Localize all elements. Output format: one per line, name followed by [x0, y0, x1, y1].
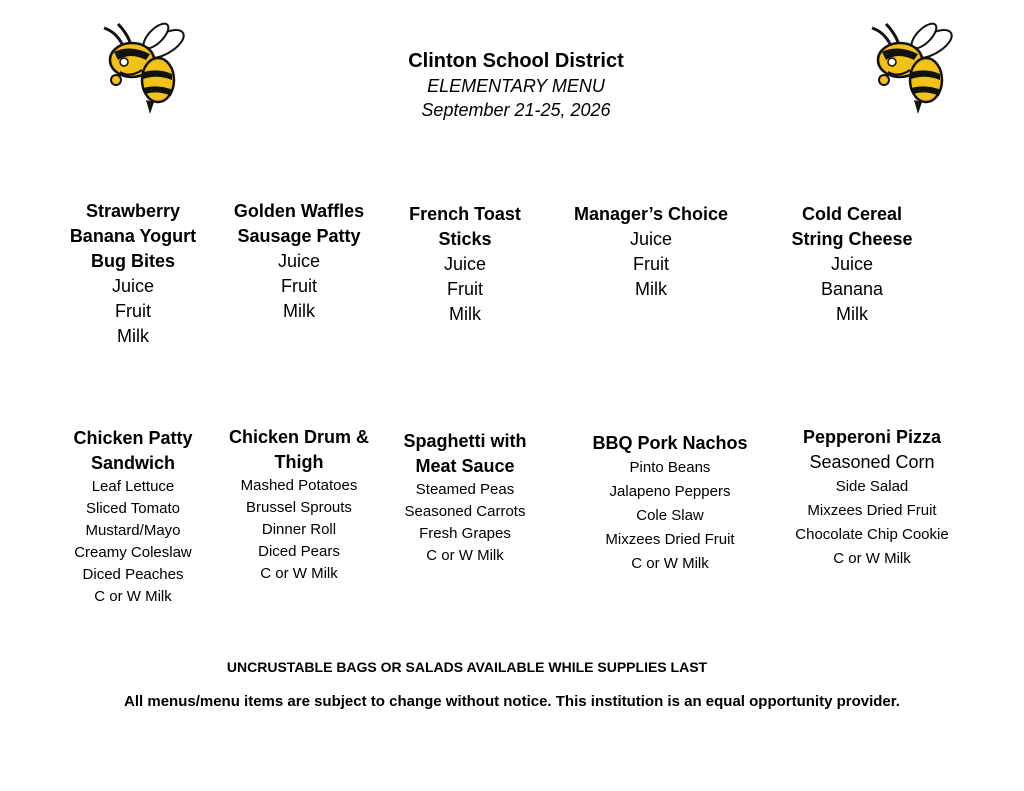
meal-title-line: Strawberry [85, 201, 181, 221]
menu-item: Cole Slaw [636, 507, 704, 524]
breakfast-day-4 [561, 202, 741, 302]
menu-item: Side Salad [835, 478, 909, 495]
menu-item: Milk [449, 304, 481, 324]
menu-item: Milk [635, 279, 667, 299]
meal-title-line: Sticks [438, 229, 492, 249]
menu-item: Fresh Grapes [419, 525, 511, 542]
menu-item: Mixzees Dried Fruit [605, 531, 735, 548]
breakfast-day-3 [385, 202, 545, 327]
breakfast-day-1 [53, 199, 213, 349]
menu-item: Sliced Tomato [86, 500, 180, 517]
menu-item: Diced Peaches [82, 566, 184, 583]
meal-side-title: Seasoned Corn [809, 452, 935, 472]
disclaimer-notice: All menus/menu items are subject to change without notice. This institution is an equal opportunity provider. [124, 693, 900, 710]
menu-item: C or W Milk [833, 550, 911, 567]
menu-item: Fruit [633, 254, 669, 274]
menu-item: Milk [283, 301, 315, 321]
meal-title-line: French Toast [409, 204, 521, 224]
lunch-day-4 [580, 431, 760, 576]
menu-item: Steamed Peas [415, 481, 515, 498]
lunch-day-2 [216, 425, 382, 585]
menu-item: Juice [629, 229, 673, 249]
menu-item: Pinto Beans [629, 459, 711, 476]
menu-item: Fruit [447, 279, 483, 299]
meal-title-line: Manager’s Choice [573, 204, 729, 224]
meal-title-line: Banana Yogurt [69, 226, 197, 246]
meal-title-line: Spaghetti with [403, 431, 527, 451]
menu-item: Leaf Lettuce [91, 478, 175, 495]
menu-item: Mixzees Dried Fruit [807, 502, 937, 519]
menu-item: Milk [836, 304, 868, 324]
menu-item: Jalapeno Peppers [609, 483, 731, 500]
meal-title-line: Bug Bites [90, 251, 175, 271]
menu-item: Dinner Roll [261, 521, 337, 538]
menu-item: Diced Pears [258, 543, 340, 560]
supplies-notice: UNCRUSTABLE BAGS OR SALADS AVAILABLE WHILE SUPPLIES LAST [226, 659, 708, 675]
yellow-jacket-mascot-icon [96, 22, 188, 114]
menu-dates: September 21-25, 2026 [421, 100, 611, 120]
menu-item: Juice [830, 254, 874, 274]
meal-title-line: Chicken Patty [73, 428, 193, 448]
menu-item: Juice [277, 251, 321, 271]
meal-title-line: Pepperoni Pizza [802, 427, 942, 447]
menu-item: C or W Milk [631, 555, 709, 572]
menu-item: C or W Milk [260, 565, 338, 582]
meal-title-line: Cold Cereal [801, 204, 903, 224]
meal-title-line: Sausage Patty [237, 226, 361, 246]
meal-title-line: Golden Waffles [233, 201, 365, 221]
menu-item: Chocolate Chip Cookie [795, 526, 949, 543]
menu-header [312, 48, 720, 122]
meal-title-line: Chicken Drum & [228, 427, 370, 447]
menu-item: C or W Milk [94, 588, 172, 605]
menu-item: Banana [820, 279, 884, 299]
menu-item: Juice [111, 276, 155, 296]
menu-type: ELEMENTARY MENU [427, 76, 605, 96]
district-name: Clinton School District [408, 50, 624, 72]
menu-item: Mustard/Mayo [85, 522, 181, 539]
breakfast-day-2 [219, 199, 379, 324]
meal-title-line: Meat Sauce [415, 456, 515, 476]
menu-item: Brussel Sprouts [246, 499, 352, 516]
meal-title-line: String Cheese [791, 229, 913, 249]
menu-item: Fruit [115, 301, 151, 321]
meal-title-line: BBQ Pork Nachos [592, 433, 748, 453]
menu-item: C or W Milk [426, 547, 504, 564]
menu-item: Juice [443, 254, 487, 274]
lunch-day-5 [772, 425, 972, 571]
meal-title-line: Thigh [274, 452, 324, 472]
lunch-day-1 [50, 426, 216, 608]
menu-item: Milk [117, 326, 149, 346]
yellow-jacket-mascot-icon [864, 22, 956, 114]
meal-title-line: Sandwich [90, 453, 175, 473]
menu-item: Mashed Potatoes [240, 477, 358, 494]
menu-item: Fruit [281, 276, 317, 296]
menu-item: Creamy Coleslaw [74, 544, 192, 561]
breakfast-day-5 [772, 202, 932, 327]
lunch-day-3 [382, 429, 548, 567]
menu-item: Seasoned Carrots [404, 503, 526, 520]
